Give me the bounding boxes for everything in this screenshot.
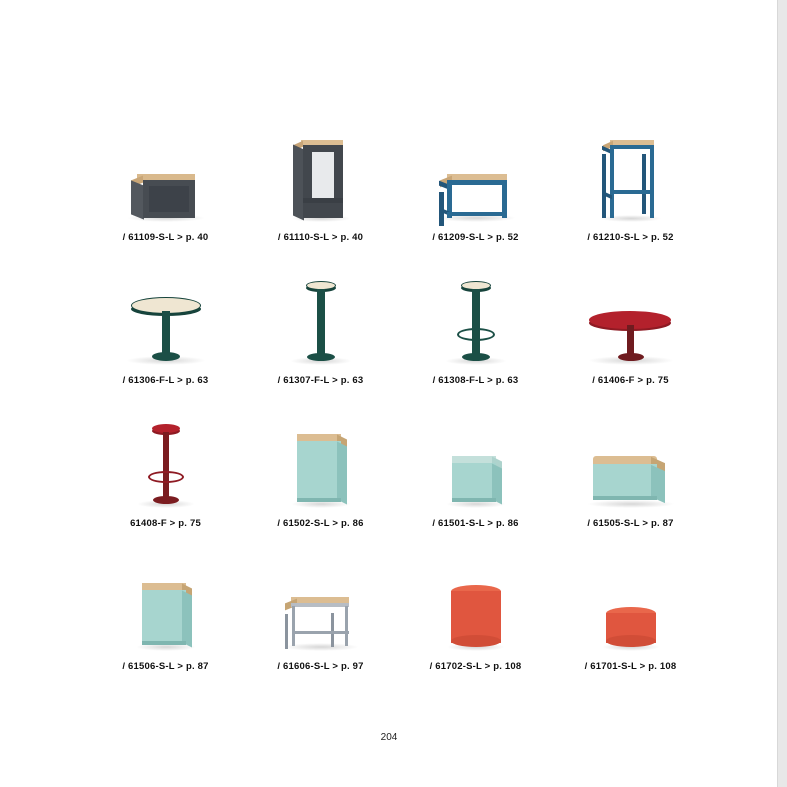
- product-image-61501: [398, 406, 553, 506]
- product-caption: / 61306-F-L > p. 63: [122, 375, 209, 386]
- product-caption: / 61506-S-L > p. 87: [122, 661, 209, 672]
- product-image-61701: [553, 549, 708, 649]
- product-cell[interactable]: [553, 243, 708, 386]
- product-row: [88, 243, 708, 386]
- product-caption: 61408-F > p. 75: [130, 518, 201, 529]
- product-caption: / 61110-S-L > p. 40: [277, 232, 364, 243]
- product-grid: [88, 100, 708, 672]
- product-caption: / 61210-S-L > p. 52: [587, 232, 674, 243]
- product-cell[interactable]: [243, 386, 398, 529]
- product-caption: / 61308-F-L > p. 63: [432, 375, 519, 386]
- product-cell[interactable]: [398, 243, 553, 386]
- product-caption: / 61406-F > p. 75: [592, 375, 669, 386]
- product-cell[interactable]: [243, 529, 398, 672]
- product-image-61702: [398, 549, 553, 649]
- product-image-61110: [243, 120, 398, 220]
- product-image-61210: [553, 120, 708, 220]
- product-caption: / 61606-S-L > p. 97: [277, 661, 364, 672]
- product-row: [88, 386, 708, 529]
- product-cell[interactable]: [398, 386, 553, 529]
- product-cell[interactable]: [88, 529, 243, 672]
- product-row: [88, 529, 708, 672]
- product-caption: / 61502-S-L > p. 86: [277, 518, 364, 529]
- product-cell[interactable]: [88, 386, 243, 529]
- page-edge: [777, 0, 787, 787]
- product-image-61307: [243, 263, 398, 363]
- product-caption: / 61702-S-L > p. 108: [429, 661, 522, 672]
- product-caption: / 61109-S-L > p. 40: [122, 232, 209, 243]
- product-caption: / 61505-S-L > p. 87: [587, 518, 674, 529]
- product-cell[interactable]: [88, 100, 243, 243]
- product-cell[interactable]: [88, 243, 243, 386]
- product-cell[interactable]: [553, 100, 708, 243]
- product-caption: / 61701-S-L > p. 108: [584, 661, 677, 672]
- product-image-61308: [398, 263, 553, 363]
- product-image-61109: [88, 120, 243, 220]
- product-image-61408: [88, 406, 243, 506]
- product-image-61506: [88, 549, 243, 649]
- product-caption: / 61501-S-L > p. 86: [432, 518, 519, 529]
- product-row: [88, 100, 708, 243]
- product-caption: / 61209-S-L > p. 52: [432, 232, 519, 243]
- product-cell[interactable]: [243, 100, 398, 243]
- product-image-61406: [553, 263, 708, 363]
- product-image-61606: [243, 549, 398, 649]
- product-image-61502: [243, 406, 398, 506]
- product-cell[interactable]: [243, 243, 398, 386]
- product-caption: / 61307-F-L > p. 63: [277, 375, 364, 386]
- product-cell[interactable]: [553, 386, 708, 529]
- product-cell[interactable]: [553, 529, 708, 672]
- page-number: 204: [380, 732, 398, 743]
- product-cell[interactable]: [398, 100, 553, 243]
- product-image-61209: [398, 120, 553, 220]
- product-cell[interactable]: [398, 529, 553, 672]
- product-image-61505: [553, 406, 708, 506]
- product-image-61306: [88, 263, 243, 363]
